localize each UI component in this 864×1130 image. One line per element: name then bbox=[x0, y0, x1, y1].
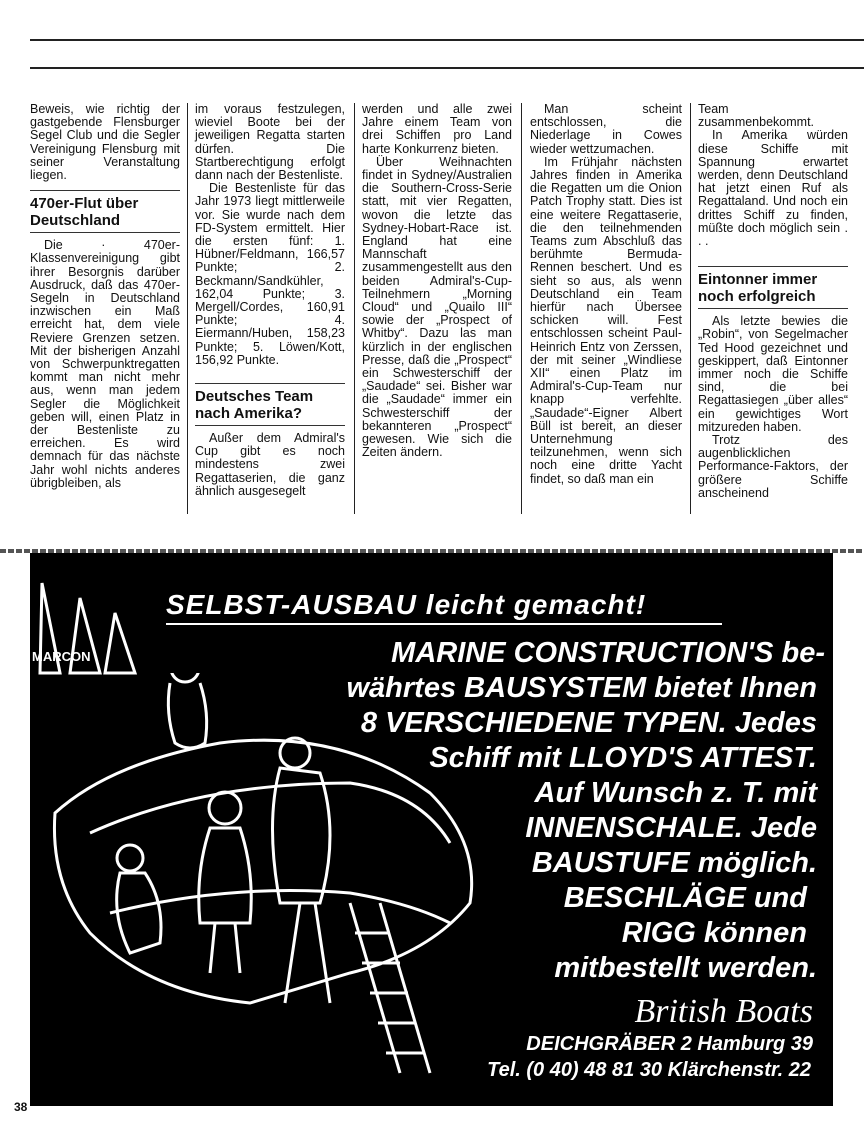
ad-headline: SELBST-AUSBAU leicht gemacht! bbox=[166, 589, 647, 620]
brand-logo-text: MARCON bbox=[32, 649, 91, 664]
column-divider bbox=[521, 103, 522, 514]
column-divider bbox=[354, 103, 355, 514]
headline-underline bbox=[166, 623, 722, 625]
paragraph: Trotz des augenblicklichen Performance-Faktors, der größere Schiffe anscheinend bbox=[698, 433, 848, 500]
column-divider bbox=[690, 103, 691, 514]
paragraph: Die Bestenliste für das Jahr 1973 liegt mittlerweile vor. Sie wurde nach dem FD-System ermittelt. Hier die ersten fünf: 1. Hübner/Feldmann, 166,57 Punkte; 2. Beckmann/Sandkühler, 162,04 Punkte; 3. Mergell/Cordes, 160,91 Punkte; 4. Eiermann/Huben, 158,23 Punkte; 5. Löwen/Kott, 156,92 Punkte. bbox=[195, 181, 345, 367]
article-column-3 bbox=[362, 103, 512, 459]
paragraph: Als letzte bewies die „Robin“, von Segelmacher Ted Hood gezeichnet und geskippert, daß Eintonner immer noch die Schiffe sind, die bei Regattasiegen „über alles“ ein gewichtiges Wort mitzureden haben. bbox=[698, 314, 848, 434]
ad-contact: Tel. (0 40) 48 81 30 Klärchenstr. 22 bbox=[487, 1059, 811, 1081]
page-number: 38 bbox=[14, 1100, 28, 1114]
ad-line: BESCHLÄGE und bbox=[563, 882, 807, 914]
section-heading: Eintonner immer noch erfolgreich bbox=[698, 266, 848, 309]
paragraph: Beweis, wie richtig der gastgebende Flensburger Segel Club und die Segler Vereinigung Flensburg mit seiner Veranstaltung liegen. bbox=[30, 102, 180, 183]
ad-address: DEICHGRÄBER 2 Hamburg 39 bbox=[526, 1033, 813, 1055]
ad-line: Schiff mit LLOYD'S ATTEST. bbox=[429, 742, 817, 774]
paragraph: Außer dem Admiral's Cup gibt es noch mindestens zwei Regattaserien, die ganz ähnlich ausgesegelt bbox=[195, 431, 345, 498]
ad-line: MARINE CONSTRUCTION'S be- bbox=[391, 637, 825, 669]
section-heading: 470er-Flut über Deutschland bbox=[30, 190, 180, 233]
paragraph: im voraus festzulegen, wieviel Boote bei der jeweiligen Regatta starten dürfen. Die Startberechtigung erfolgt dann nach der Bestenliste. bbox=[195, 102, 345, 183]
article-column-2 bbox=[195, 103, 345, 498]
section-heading: Deutsches Team nach Amerika? bbox=[195, 383, 345, 426]
top-rule-1 bbox=[30, 39, 864, 41]
paragraph: Die · 470er-Klassenvereinigung gibt ihrer Besorgnis darüber Ausdruck, daß das 470er-Segeln in Deutschland inzwischen ein Maß erreicht hat, dem viele Reviere Grenzen setzen. Mit der bisherigen Anzahl von Schwerpunktregatten kommt man nicht mehr aus, wenn man jedem Segler die Möglichkeit geben will, einen Platz in der Bestenliste zu erreichen. Es wird demnach für das nächste Jahr wohl nichts anderes übrigbleiben, als bbox=[30, 238, 180, 490]
marcon-advertisement bbox=[30, 553, 833, 1106]
ad-line: RIGG können bbox=[621, 917, 807, 949]
paragraph: In Amerika würden diese Schiffe mit Spannung erwartet werden, denn Deutschland hat jetzt einen Ruf als Regattaland. Und noch ein drittes Schiff zu finden, müßte doch möglich sein . . . bbox=[698, 128, 848, 249]
ad-line: Auf Wunsch z. T. mit bbox=[534, 777, 817, 809]
paragraph: Im Frühjahr nächsten Jahres finden in Amerika die Regatten um die Onion Patch Trophy statt. Dies ist eine weitere Regattaserie, die den teilnehmenden Teams zum Abschluß das berühmte Bermuda-Rennen beschert. Und es sieht so aus, als wenn Deutschland ein Team hierfür nach Übersee schicken will. Fest entschlossen scheint Paul-Heinrich Entz von Zerssen, der mit seiner „Windliese XII“ einen Platz im Admiral's-Cup-Team nur knapp verfehlte. „Saudade“-Eigner Albert Büll ist bereit, an dieser Unternehmung teilzunehmen, wenn sich noch eine dritte Yacht findet, so daß man ein bbox=[530, 154, 682, 486]
ad-line: mitbestellt werden. bbox=[554, 952, 817, 984]
ad-line: INNENSCHALE. Jede bbox=[525, 812, 817, 844]
article-column-5 bbox=[698, 103, 848, 500]
paragraph: Team zusammenbekommt. bbox=[698, 102, 815, 130]
ad-line: BAUSTUFE möglich. bbox=[531, 847, 817, 879]
column-divider bbox=[187, 103, 188, 514]
article-column-4 bbox=[530, 103, 682, 486]
paragraph: Über Weihnachten findet in Sydney/Australien die Southern-Cross-Serie statt, mit vier Regatten, wovon die letzte das Sydney-Hobart-Race ist. England hat eine Mannschaft zusammengestellt aus den beiden Admiral's-Cup-Teilnehmern „Morning Cloud“ und „Quailo III“ sowie der „Prospect of Whitby“. Dazu las man kürzlich in der englischen Presse, daß die „Prospect“ ein Schwesterschiff der „Saudade“ sei. Bisher war die „Saudade“ immer ein Schwesterschiff der bekannteren „Prospect“ gewesen. Wie sich die Zeiten ändern. bbox=[362, 154, 512, 460]
ad-line: 8 VERSCHIEDENE TYPEN. Jedes bbox=[360, 707, 817, 739]
article-column-1 bbox=[30, 103, 180, 490]
ad-line: währtes BAUSYSTEM bietet Ihnen bbox=[346, 672, 817, 704]
top-rule-2 bbox=[30, 67, 864, 69]
paragraph: Man scheint entschlossen, die Niederlage in Cowes wieder wettzumachen. bbox=[530, 102, 682, 156]
british-boats-signature: British Boats bbox=[634, 993, 813, 1030]
paragraph: werden und alle zwei Jahre einem Team von drei Schiffen pro Land harte Konkurrenz bieten. bbox=[362, 102, 512, 156]
